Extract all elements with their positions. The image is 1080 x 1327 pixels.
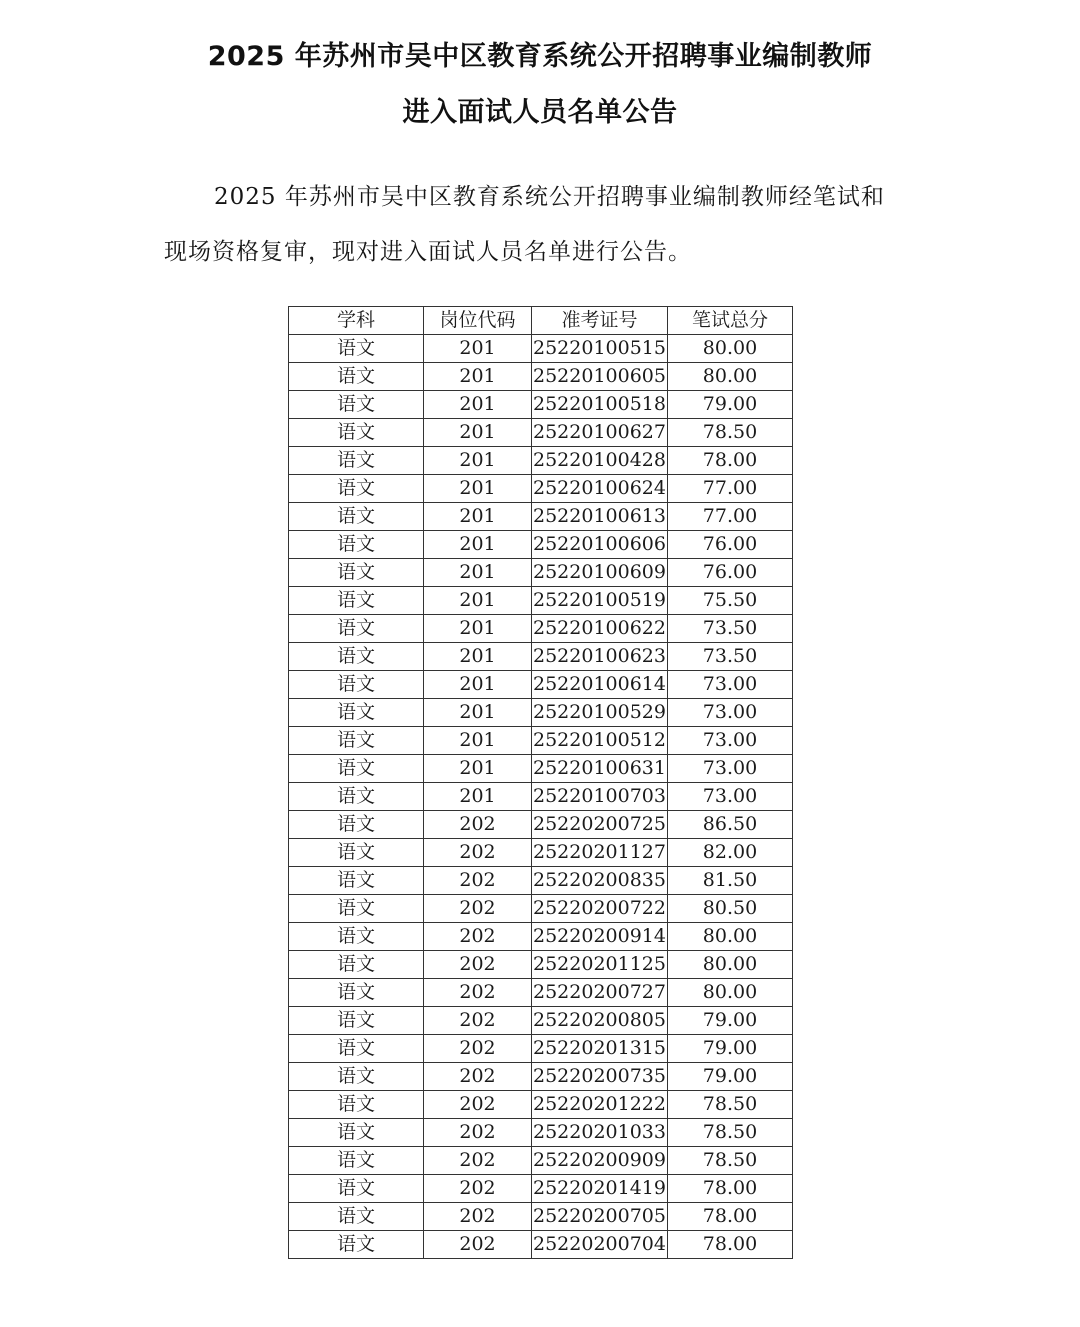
cell-written-score: 86.50 <box>668 811 793 839</box>
cell-subject: 语文 <box>289 447 424 475</box>
cell-exam-number: 25220200805 <box>532 1007 668 1035</box>
cell-written-score: 78.00 <box>668 1175 793 1203</box>
cell-exam-number: 25220100624 <box>532 475 668 503</box>
cell-written-score: 75.50 <box>668 587 793 615</box>
cell-subject: 语文 <box>289 755 424 783</box>
page-title: 2025 年苏州市吴中区教育系统公开招聘事业编制教师 <box>207 41 873 72</box>
cell-position-code: 202 <box>424 839 532 867</box>
cell-subject: 语文 <box>289 363 424 391</box>
cell-exam-number: 25220200704 <box>532 1231 668 1259</box>
cell-position-code: 201 <box>424 615 532 643</box>
cell-exam-number: 25220100622 <box>532 615 668 643</box>
cell-subject: 语文 <box>289 419 424 447</box>
cell-written-score: 80.00 <box>668 979 793 1007</box>
cell-position-code: 201 <box>424 363 532 391</box>
cell-exam-number: 25220201127 <box>532 839 668 867</box>
cell-written-score: 78.50 <box>668 419 793 447</box>
table-row <box>289 1091 793 1119</box>
cell-written-score: 76.00 <box>668 559 793 587</box>
cell-position-code: 201 <box>424 755 532 783</box>
table-row <box>289 335 793 363</box>
table-row <box>289 867 793 895</box>
cell-subject: 语文 <box>289 923 424 951</box>
table-row <box>289 811 793 839</box>
cell-written-score: 78.00 <box>668 1231 793 1259</box>
table-row <box>289 391 793 419</box>
cell-position-code: 201 <box>424 783 532 811</box>
cell-subject: 语文 <box>289 867 424 895</box>
cell-position-code: 202 <box>424 1063 532 1091</box>
cell-written-score: 79.00 <box>668 1035 793 1063</box>
table-row <box>289 1007 793 1035</box>
header-position-code: 岗位代码 <box>424 307 532 335</box>
cell-position-code: 202 <box>424 1147 532 1175</box>
cell-written-score: 80.00 <box>668 923 793 951</box>
cell-subject: 语文 <box>289 503 424 531</box>
cell-subject: 语文 <box>289 1147 424 1175</box>
cell-written-score: 78.50 <box>668 1119 793 1147</box>
cell-subject: 语文 <box>289 1035 424 1063</box>
cell-exam-number: 25220200909 <box>532 1147 668 1175</box>
table-row <box>289 475 793 503</box>
table-row <box>289 615 793 643</box>
candidate-table <box>288 306 793 1259</box>
table-row <box>289 951 793 979</box>
cell-position-code: 202 <box>424 1091 532 1119</box>
cell-written-score: 80.00 <box>668 335 793 363</box>
table-row <box>289 531 793 559</box>
cell-written-score: 81.50 <box>668 867 793 895</box>
cell-subject: 语文 <box>289 587 424 615</box>
table-row <box>289 1147 793 1175</box>
cell-exam-number: 25220200914 <box>532 923 668 951</box>
cell-position-code: 202 <box>424 1119 532 1147</box>
table-row <box>289 1203 793 1231</box>
cell-subject: 语文 <box>289 1175 424 1203</box>
cell-written-score: 73.00 <box>668 671 793 699</box>
cell-position-code: 201 <box>424 335 532 363</box>
cell-exam-number: 25220100614 <box>532 671 668 699</box>
table-row <box>289 587 793 615</box>
cell-subject: 语文 <box>289 727 424 755</box>
cell-exam-number: 25220201033 <box>532 1119 668 1147</box>
cell-exam-number: 25220100428 <box>532 447 668 475</box>
cell-exam-number: 25220100512 <box>532 727 668 755</box>
cell-exam-number: 25220201315 <box>532 1035 668 1063</box>
cell-subject: 语文 <box>289 783 424 811</box>
cell-exam-number: 25220100519 <box>532 587 668 615</box>
table-header-row <box>289 307 793 335</box>
cell-position-code: 201 <box>424 587 532 615</box>
cell-exam-number: 25220200722 <box>532 895 668 923</box>
cell-position-code: 202 <box>424 1035 532 1063</box>
cell-position-code: 202 <box>424 979 532 1007</box>
cell-exam-number: 25220100515 <box>532 335 668 363</box>
cell-exam-number: 25220100529 <box>532 699 668 727</box>
table-body <box>289 335 793 1259</box>
header-subject: 学科 <box>289 307 424 335</box>
cell-subject: 语文 <box>289 1231 424 1259</box>
cell-written-score: 80.00 <box>668 951 793 979</box>
cell-position-code: 201 <box>424 475 532 503</box>
cell-position-code: 202 <box>424 923 532 951</box>
cell-exam-number: 25220201419 <box>532 1175 668 1203</box>
cell-written-score: 73.00 <box>668 727 793 755</box>
cell-position-code: 202 <box>424 867 532 895</box>
cell-exam-number: 25220100609 <box>532 559 668 587</box>
cell-subject: 语文 <box>289 335 424 363</box>
cell-written-score: 73.00 <box>668 755 793 783</box>
table-row <box>289 979 793 1007</box>
cell-exam-number: 25220100613 <box>532 503 668 531</box>
table-row <box>289 923 793 951</box>
table-row <box>289 783 793 811</box>
cell-written-score: 79.00 <box>668 1007 793 1035</box>
header-written-score: 笔试总分 <box>668 307 793 335</box>
cell-exam-number: 25220200735 <box>532 1063 668 1091</box>
cell-exam-number: 25220200727 <box>532 979 668 1007</box>
cell-position-code: 201 <box>424 447 532 475</box>
cell-written-score: 73.50 <box>668 615 793 643</box>
cell-written-score: 78.00 <box>668 447 793 475</box>
cell-position-code: 201 <box>424 419 532 447</box>
table-row <box>289 363 793 391</box>
cell-position-code: 202 <box>424 1007 532 1035</box>
cell-written-score: 78.00 <box>668 1203 793 1231</box>
cell-written-score: 78.50 <box>668 1147 793 1175</box>
cell-written-score: 78.50 <box>668 1091 793 1119</box>
header-exam-number: 准考证号 <box>532 307 668 335</box>
cell-position-code: 201 <box>424 699 532 727</box>
cell-subject: 语文 <box>289 643 424 671</box>
cell-written-score: 73.00 <box>668 783 793 811</box>
cell-subject: 语文 <box>289 951 424 979</box>
table-row <box>289 503 793 531</box>
table-row <box>289 419 793 447</box>
cell-position-code: 202 <box>424 1231 532 1259</box>
cell-position-code: 201 <box>424 531 532 559</box>
cell-written-score: 73.00 <box>668 699 793 727</box>
cell-written-score: 73.50 <box>668 643 793 671</box>
cell-subject: 语文 <box>289 1007 424 1035</box>
table-row <box>289 895 793 923</box>
cell-subject: 语文 <box>289 1091 424 1119</box>
cell-written-score: 79.00 <box>668 1063 793 1091</box>
table-row <box>289 671 793 699</box>
page-subtitle: 进入面试人员名单公告 <box>402 97 678 128</box>
cell-subject: 语文 <box>289 531 424 559</box>
cell-position-code: 201 <box>424 503 532 531</box>
cell-exam-number: 25220100631 <box>532 755 668 783</box>
cell-subject: 语文 <box>289 615 424 643</box>
cell-written-score: 77.00 <box>668 475 793 503</box>
cell-subject: 语文 <box>289 671 424 699</box>
cell-written-score: 79.00 <box>668 391 793 419</box>
cell-subject: 语文 <box>289 839 424 867</box>
cell-position-code: 202 <box>424 1175 532 1203</box>
intro-paragraph-line-1: 2025 年苏州市吴中区教育系统公开招聘事业编制教师经笔试和 <box>214 184 885 210</box>
cell-position-code: 202 <box>424 951 532 979</box>
cell-exam-number: 25220100518 <box>532 391 668 419</box>
cell-written-score: 77.00 <box>668 503 793 531</box>
cell-position-code: 201 <box>424 391 532 419</box>
table-row <box>289 643 793 671</box>
cell-exam-number: 25220200725 <box>532 811 668 839</box>
cell-position-code: 201 <box>424 643 532 671</box>
cell-subject: 语文 <box>289 979 424 1007</box>
cell-written-score: 76.00 <box>668 531 793 559</box>
cell-exam-number: 25220100606 <box>532 531 668 559</box>
cell-position-code: 202 <box>424 895 532 923</box>
cell-exam-number: 25220201125 <box>532 951 668 979</box>
cell-subject: 语文 <box>289 699 424 727</box>
table-row <box>289 699 793 727</box>
cell-exam-number: 25220100703 <box>532 783 668 811</box>
intro-paragraph-line-2: 现场资格复审，现对进入面试人员名单进行公告。 <box>164 239 692 265</box>
table-row <box>289 559 793 587</box>
cell-exam-number: 25220200835 <box>532 867 668 895</box>
cell-written-score: 80.50 <box>668 895 793 923</box>
cell-exam-number: 25220200705 <box>532 1203 668 1231</box>
table-row <box>289 1035 793 1063</box>
cell-subject: 语文 <box>289 811 424 839</box>
cell-position-code: 201 <box>424 559 532 587</box>
cell-position-code: 201 <box>424 727 532 755</box>
table-row <box>289 1231 793 1259</box>
cell-position-code: 202 <box>424 811 532 839</box>
cell-exam-number: 25220201222 <box>532 1091 668 1119</box>
table-row <box>289 1175 793 1203</box>
cell-subject: 语文 <box>289 391 424 419</box>
table-row <box>289 1119 793 1147</box>
table-row <box>289 447 793 475</box>
cell-written-score: 80.00 <box>668 363 793 391</box>
cell-exam-number: 25220100627 <box>532 419 668 447</box>
table-row <box>289 727 793 755</box>
cell-subject: 语文 <box>289 1063 424 1091</box>
cell-subject: 语文 <box>289 895 424 923</box>
cell-subject: 语文 <box>289 559 424 587</box>
cell-subject: 语文 <box>289 1203 424 1231</box>
cell-position-code: 201 <box>424 671 532 699</box>
cell-written-score: 82.00 <box>668 839 793 867</box>
cell-exam-number: 25220100605 <box>532 363 668 391</box>
cell-exam-number: 25220100623 <box>532 643 668 671</box>
table-row <box>289 839 793 867</box>
cell-subject: 语文 <box>289 475 424 503</box>
cell-subject: 语文 <box>289 1119 424 1147</box>
cell-position-code: 202 <box>424 1203 532 1231</box>
table-row <box>289 755 793 783</box>
table-row <box>289 1063 793 1091</box>
